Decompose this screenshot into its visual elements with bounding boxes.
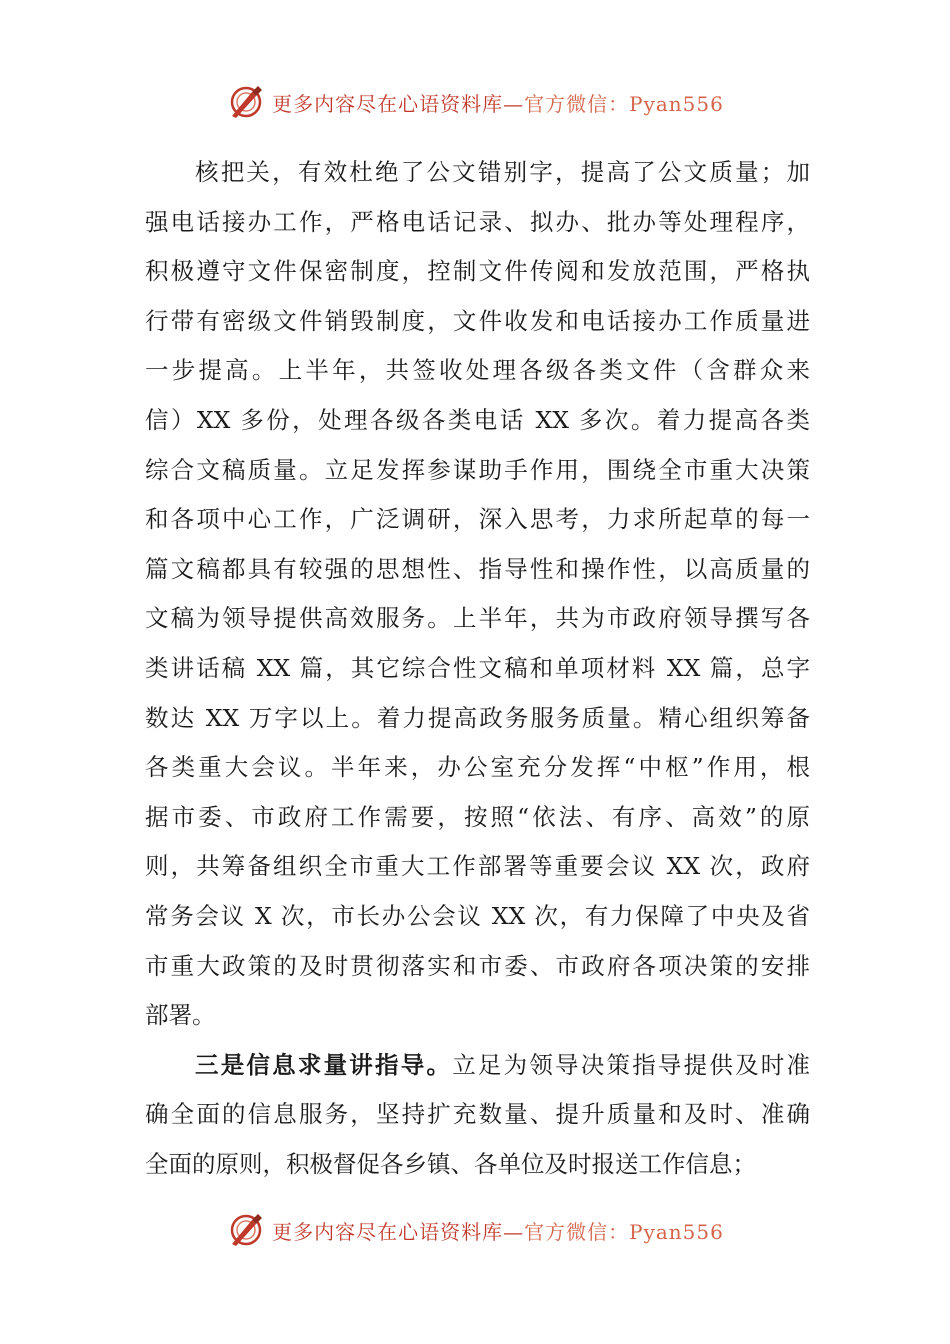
- watermark-text: 更多内容尽在心语资料库—官方微信：Pyan556: [272, 1219, 724, 1244]
- pen-logo-icon: [226, 1210, 266, 1250]
- paragraph-line: 篇文稿都具有较强的思想性、指导性和操作性，以高质量的: [145, 554, 810, 583]
- paragraph-line: 常务会议 X 次，市长办公会议 XX 次，有力保障了中央及省: [145, 901, 810, 930]
- paragraph-line: 强电话接办工作，严格电话记录、拟办、批办等处理程序，: [145, 207, 810, 236]
- paragraph-line: 市重大政策的及时贯彻落实和市委、市政府各项决策的安排: [145, 951, 810, 980]
- pen-logo-icon: [226, 82, 266, 122]
- section-3-heading: 三是信息求量讲指导。: [195, 1050, 453, 1079]
- paragraph-line: 确全面的信息服务，坚持扩充数量、提升质量和及时、准确: [145, 1100, 810, 1129]
- document-body: [145, 148, 810, 1189]
- section-3-first-line: 三是信息求量讲指导。立足为领导决策指导提供及时准: [195, 1050, 810, 1079]
- paragraph-line: 各类重大会议。半年来，办公室充分发挥“中枢”作用，根: [145, 753, 810, 782]
- paragraph-line: 行带有密级文件销毁制度，文件收发和电话接办工作质量进: [145, 306, 810, 335]
- paragraph-line: 核把关，有效杜绝了公文错别字，提高了公文质量；加: [195, 158, 810, 186]
- footer-watermark: [0, 1208, 950, 1252]
- paragraph-line: 一步提高。上半年，共签收处理各级各类文件（含群众来: [145, 356, 810, 385]
- paragraph-line: 据市委、市政府工作需要，按照“依法、有序、高效”的原: [145, 802, 810, 831]
- paragraph-line: 类讲话稿 XX 篇，其它综合性文稿和单项材料 XX 篇，总字: [145, 653, 810, 682]
- paragraph-line: 和各项中心工作，广泛调研，深入思考，力求所起草的每一: [145, 505, 810, 534]
- paragraph-line: 积极遵守文件保密制度，控制文件传阅和发放范围，严格执: [145, 257, 810, 286]
- paragraph-line: 全面的原则，积极督促各乡镇、各单位及时报送工作信息；: [145, 1149, 756, 1178]
- paragraph-line: 信）XX 多份，处理各级各类电话 XX 多次。着力提高各类: [145, 405, 810, 434]
- watermark-text: 更多内容尽在心语资料库—官方微信：Pyan556: [272, 91, 724, 116]
- paragraph-line: 数达 XX 万字以上。着力提高政务服务质量。精心组织筹备: [145, 703, 810, 732]
- paragraph-line: 综合文稿质量。立足发挥参谋助手作用，围绕全市重大决策: [145, 455, 810, 484]
- paragraph-line: 则，共筹备组织全市重大工作部署等重要会议 XX 次，政府: [145, 852, 810, 881]
- paragraph-line: 文稿为领导提供高效服务。上半年，共为市政府领导撰写各: [145, 604, 810, 633]
- header-watermark: [0, 80, 950, 124]
- paragraph-line: 部署。: [145, 1001, 216, 1030]
